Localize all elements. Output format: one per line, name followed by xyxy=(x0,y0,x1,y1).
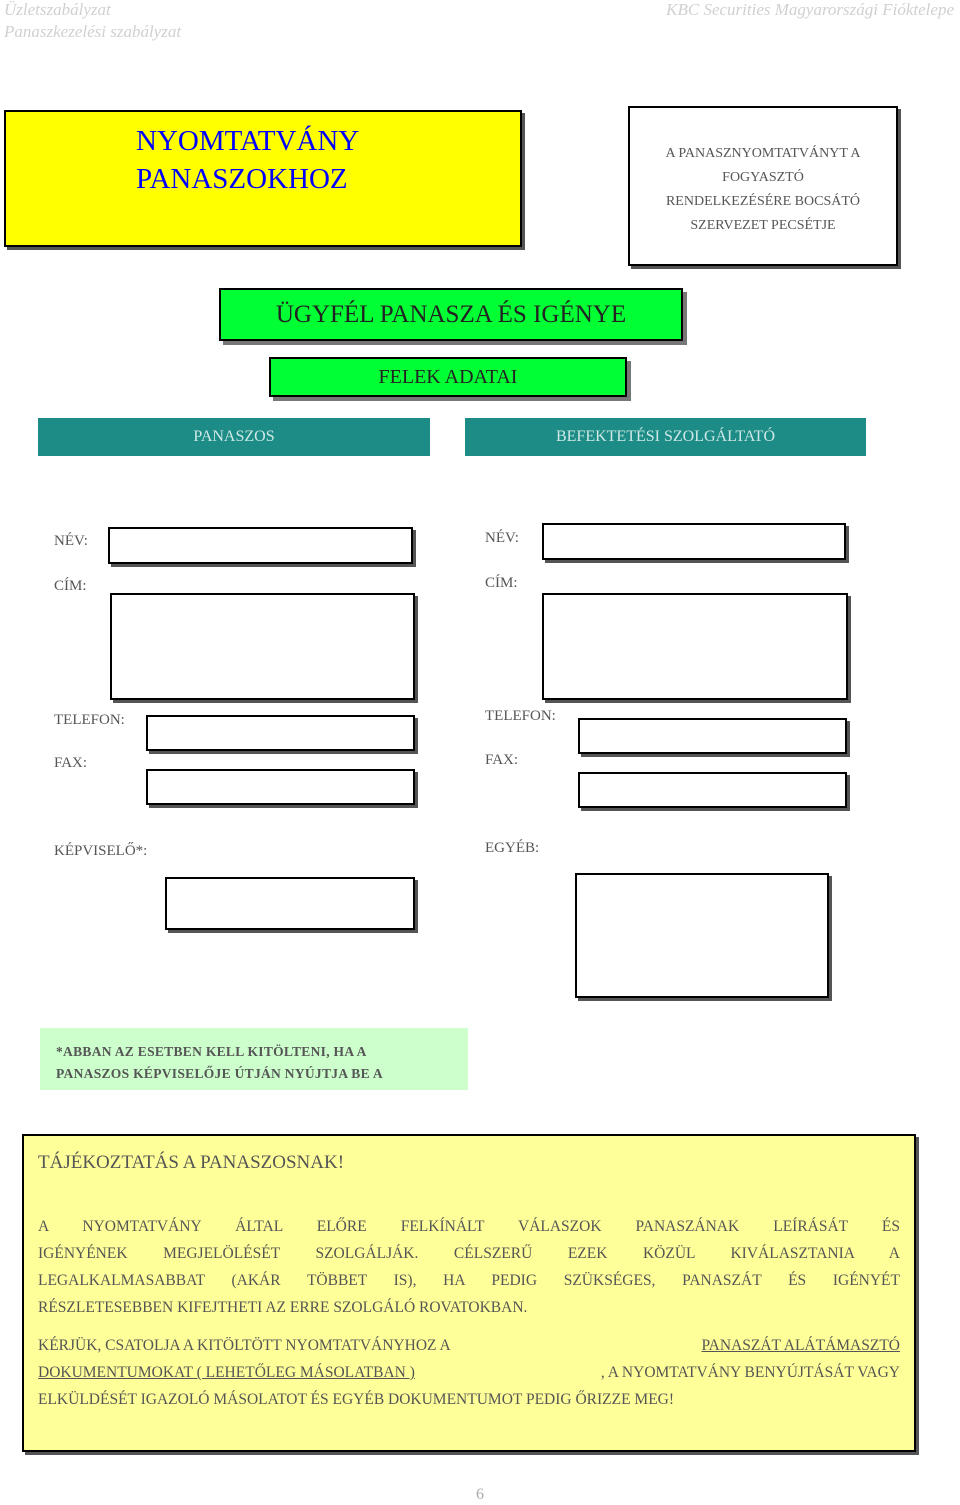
right-address-field[interactable] xyxy=(542,593,848,700)
representative-field[interactable] xyxy=(165,877,415,930)
footnote-line-1: *ABBAN AZ ESETBEN KELL KITÖLTENI, HA A xyxy=(56,1044,367,1059)
left-address-field[interactable] xyxy=(110,593,415,700)
footnote-box xyxy=(40,1028,468,1090)
left-fax-field[interactable] xyxy=(146,769,415,805)
column-header-complainant-text: PANASZOS xyxy=(193,428,275,445)
info-p1-line1: A NYOMTATVÁNY ÁLTAL ELŐRE FELKÍNÁLT VÁLASZOK PANASZÁNAK LEÍRÁSÁT ÉS xyxy=(38,1218,900,1235)
header-left-title: Üzletszabályzat xyxy=(4,0,111,19)
info-p2-underlined-2: DOKUMENTUMOKAT ( LEHETŐLEG MÁSOLATBAN ) xyxy=(38,1364,415,1381)
header-left-subtitle: Panaszkezelési szabályzat xyxy=(4,22,182,41)
stamp-line-4: SZERVEZET PECSÉTJE xyxy=(690,218,836,233)
left-address-label: CÍM: xyxy=(54,578,87,594)
left-name-field[interactable] xyxy=(108,527,413,564)
footnote-line-2: PANASZOS KÉPVISELŐJE ÚTJÁN NYÚJTJA BE A xyxy=(56,1066,383,1081)
left-phone-field[interactable] xyxy=(146,715,415,751)
form-title-box xyxy=(4,110,522,247)
form-title-line2: PANASZOKHOZ xyxy=(136,163,348,195)
banner-parties-text: FELEK ADATAI xyxy=(378,366,518,388)
other-field[interactable] xyxy=(575,873,829,998)
banner-parties xyxy=(269,357,627,397)
info-p1-line3: LEGALKALMASABBAT (AKÁR TÖBBET IS), HA PEDIG SZÜKSÉGES, PANASZÁT ÉS IGÉNYÉT xyxy=(38,1272,900,1289)
info-p1-line2: IGÉNYÉNEK MEGJELÖLÉSÉT SZOLGÁLJÁK. CÉLSZERŰ EZEK KÖZÜL KIVÁLASZTANIA A xyxy=(38,1245,900,1262)
right-phone-field[interactable] xyxy=(578,718,847,754)
info-p2-underlined-1: PANASZÁT ALÁTÁMASZTÓ xyxy=(701,1337,900,1354)
info-p2-line1-text: KÉRJÜK, CSATOLJA A KITÖLTÖTT NYOMTATVÁNYHOZ A xyxy=(38,1337,451,1354)
right-address-label: CÍM: xyxy=(485,575,518,591)
info-p2-line1 xyxy=(38,1332,900,1359)
header-right: KBC Securities Magyarországi Fióktelepe xyxy=(666,0,954,19)
left-phone-label: TELEFON: xyxy=(54,712,125,728)
info-p2-line2 xyxy=(38,1359,900,1386)
info-p2-line3: ELKÜLDÉSÉT IGAZOLÓ MÁSOLATOT ÉS EGYÉB DOKUMENTUMOT PEDIG ŐRIZZE MEG! xyxy=(38,1391,675,1408)
stamp-line-3: RENDELKEZÉSÉRE BOCSÁTÓ xyxy=(665,194,861,209)
stamp-line-1: A PANASZNYOMTATVÁNYT A xyxy=(665,146,861,161)
page-number: 6 xyxy=(476,1486,484,1503)
left-name-label: NÉV: xyxy=(54,533,88,549)
banner-complaint xyxy=(219,288,683,341)
column-header-provider-text: BEFEKTETÉSI SZOLGÁLTATÓ xyxy=(555,428,775,445)
left-fax-label: FAX: xyxy=(54,755,88,771)
stamp-line-2: FOGYASZTÓ xyxy=(722,170,804,185)
representative-label: KÉPVISELŐ*: xyxy=(54,843,148,859)
banner-complaint-text: ÜGYFÉL PANASZA ÉS IGÉNYE xyxy=(275,301,627,328)
right-fax-field[interactable] xyxy=(578,772,847,808)
right-name-label: NÉV: xyxy=(485,530,519,546)
info-box xyxy=(22,1134,916,1452)
info-p1-line4: RÉSZLETESEBBEN KIFEJTHETI AZ ERRE SZOLGÁLÓ ROVATOKBAN. xyxy=(38,1299,528,1316)
right-name-field[interactable] xyxy=(542,523,846,560)
right-fax-label: FAX: xyxy=(485,752,519,768)
form-title-line1: NYOMTATVÁNY xyxy=(136,125,360,157)
info-p2-line2-text: , A NYOMTATVÁNY BENYÚJTÁSÁT VAGY xyxy=(600,1364,900,1381)
stamp-box xyxy=(628,106,898,266)
column-header-provider xyxy=(465,418,866,456)
info-heading: TÁJÉKOZTATÁS A PANASZOSNAK! xyxy=(38,1152,345,1173)
other-label: EGYÉB: xyxy=(485,840,540,856)
column-header-complainant xyxy=(38,418,430,456)
right-phone-label: TELEFON: xyxy=(485,708,556,724)
